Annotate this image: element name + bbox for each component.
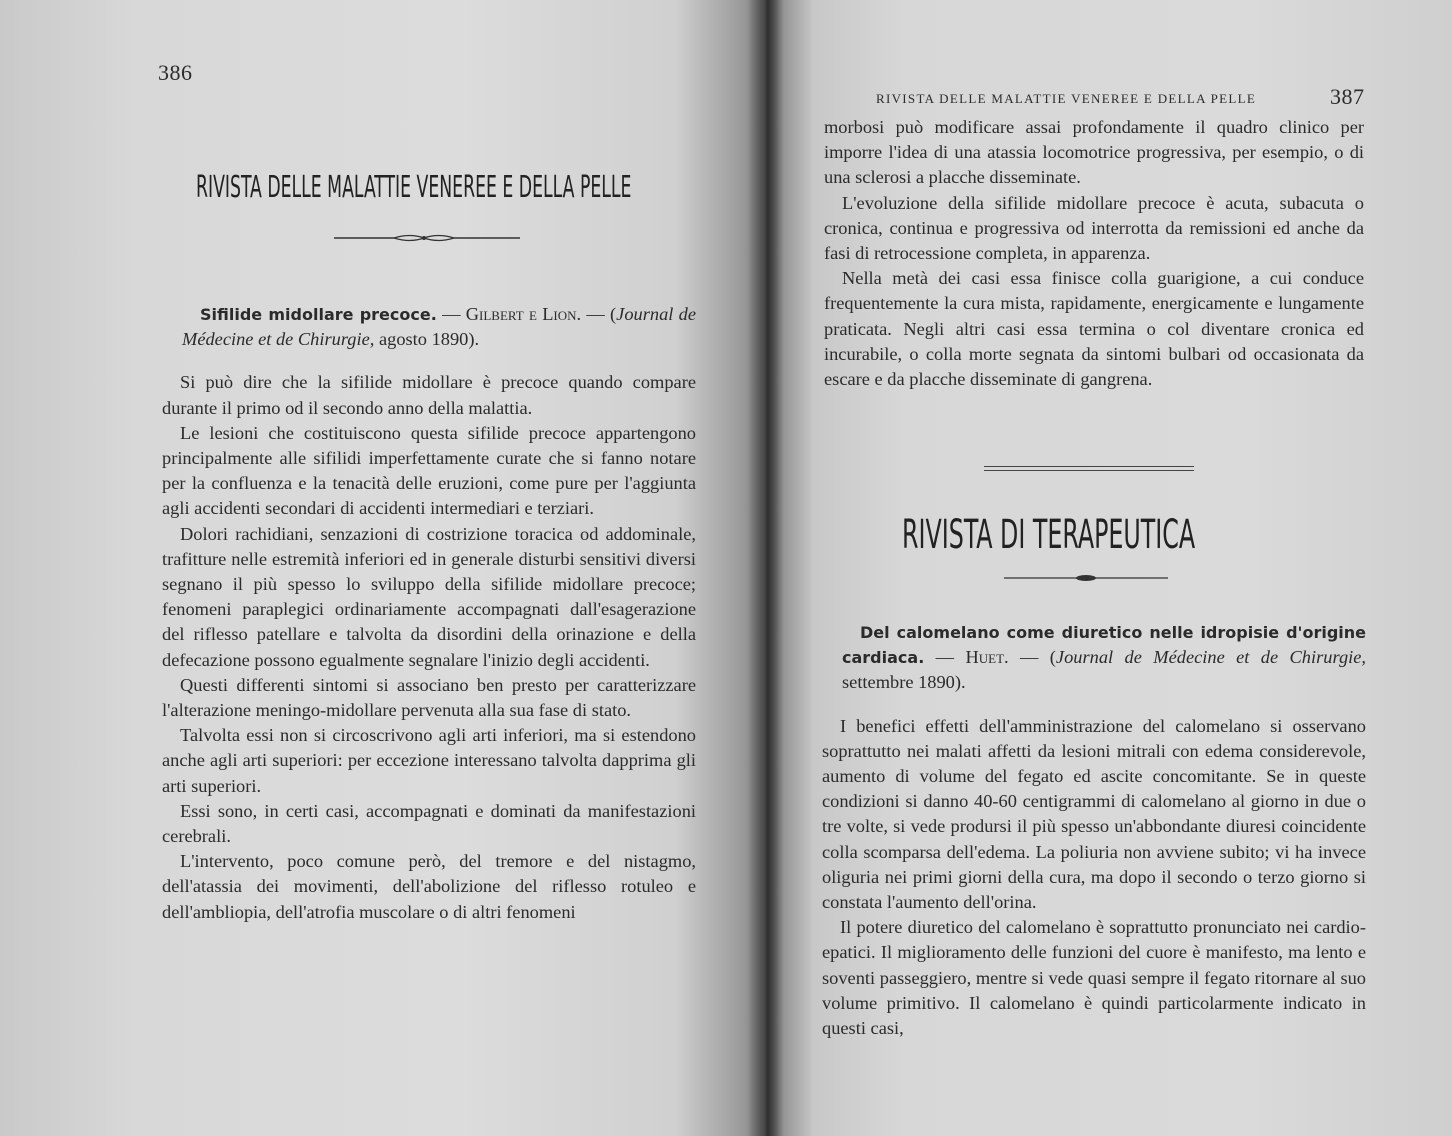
paragraph: L'evoluzione della sifilide midollare precoce è acuta, subacuta o cronica, continua e progressiva od interrotta da remissioni ed anche da fasi di retrocessione completa, in apparenza.	[824, 192, 1364, 264]
double-rule-divider	[984, 466, 1194, 471]
book-gutter	[748, 0, 784, 1136]
article-heading-calomelano	[822, 620, 1366, 696]
paragraph: I benefici effetti dell'amministrazione del calomelano si osservano soprattutto nei malati affetti da lesioni mitrali con edema considerevole, aumento di volume del fegato ed ascite concomitante. Se in queste condizioni si danno 40-60 centigrammi di calomelano al giorno in due o tre volte, si vede prodursi il più spesso un'abbondante diuresi coincidente colla scomparsa dell'edema. La poliuria non avviene subito; vi ha invece oliguria nei primi giorni della cura, ma dopo il secondo o terzo giorno si constata l'aumento dell'orina.	[822, 715, 1366, 913]
right-page	[766, 0, 1452, 1136]
paragraph: Le lesioni che costituiscono questa sifilide precoce appartengono principalmente alle sifilidi imperfettamente curate che si fanno notare per la confluenza e la tenacità delle eruzioni, come pure per l'aggiunta agli accidenti secondari di accidenti intermediari e terziari.	[162, 422, 696, 519]
article-journal: Journal de Médecine et de Chirurgie,	[1055, 647, 1367, 668]
article-journal: Journal de Médecine et de Chirurgie,	[182, 304, 696, 350]
ornament-divider-right	[1004, 572, 1168, 584]
paragraph: Si può dire che la sifilide midollare è precoce quando compare durante il primo od il secondo anno della malattia.	[162, 372, 696, 418]
article-heading-sifilide	[162, 302, 696, 352]
paragraph: L'intervento, poco comune però, del tremore e del nistagmo, dell'atassia dei movimenti, dell'abolizione del riflesso rotuleo e dell'ambliopia, dell'atrofia muscolare o di altri fenomeni	[162, 851, 696, 922]
paragraph: Dolori rachidiani, senzazioni di costrizione toracica od addominale, trafitture nelle estremità inferiori ed in generale disturbi sensitivi diversi segnano il più spesso lo sviluppo della sifilide midollare precoce; fenomeni paraplegici ordinariamente accompagnati dall'esagerazione del riflesso patellare e talvolta da disordini della orinazione e della defecazione possono egualmente segnalare l'inizio degli accidenti.	[162, 523, 696, 670]
paragraph: Il potere diuretico del calomelano è soprattutto pronunciato nei cardio-epatici. Il miglioramento delle funzioni del cuore è manifesto, ma lento e soventi passeggiero, mentre si vede quasi sempre il fegato ritornare al suo volume primitivo. Il calomelano è quindi particolarmente indicato in questi casi,	[822, 917, 1366, 1039]
heading-dash: — (	[1008, 647, 1056, 668]
article-calomelano	[822, 620, 1366, 1041]
article-title: Del calomelano come diuretico nelle idropisie d'origine cardiaca.	[842, 623, 1366, 668]
ornament-divider-left	[334, 230, 520, 246]
article-date: agosto 1890).	[374, 329, 480, 350]
article-date: settembre 1890).	[842, 672, 966, 693]
article-title: Sifilide midollare precoce.	[200, 305, 437, 324]
paragraph: Essi sono, in certi casi, accompagnati e dominati da manifestazioni cerebrali.	[162, 800, 696, 847]
heading-dash: —	[436, 304, 466, 324]
page-number-right: 387	[1330, 84, 1365, 109]
paragraph: morbosi può modificare assai profondamente il quadro clinico per imporre l'idea di una atassia locomotrice progressiva, per esempio, o di una sclerosi a placche disseminate.	[824, 117, 1364, 188]
paragraph: Nella metà dei casi essa finisce colla guarigione, a cui conduce frequentemente la cura mista, rapidamente, energicamente e lungamente praticata. Negli altri casi essa termina o col diventare cronica ed incurabile, o colla morte segnata da sintomi bulbari od occasionata da escare e da placche disseminate di gangrena.	[824, 268, 1364, 390]
section-title-venereal: RIVISTA DELLE MALATTIE VENEREE E DELLA PELLE	[196, 170, 632, 205]
continuation-text	[824, 115, 1364, 392]
paragraph: Talvolta essi non si circoscrivono agli arti inferiori, ma si estendono anche agli arti superiori: per eccezione interessano talvolta dapprima gli arti superiori.	[162, 725, 696, 796]
page-number-left: 386	[158, 60, 193, 85]
article-author: Huet.	[965, 647, 1009, 668]
article-author: Gilbert e Lion.	[465, 304, 582, 324]
section-title-therapeutics: RIVISTA DI TERAPEUTICA	[902, 512, 1196, 558]
paragraph: Questi differenti sintomi si associano ben presto per caratterizzare l'alterazione meningo-midollare pervenuta alla sua fase di stato.	[162, 674, 696, 721]
running-head: RIVISTA DELLE MALATTIE VENEREE E DELLA PELLE	[876, 91, 1257, 106]
heading-dash: — (	[581, 304, 617, 324]
article-sifilide	[162, 302, 696, 925]
heading-dash: —	[924, 647, 966, 668]
